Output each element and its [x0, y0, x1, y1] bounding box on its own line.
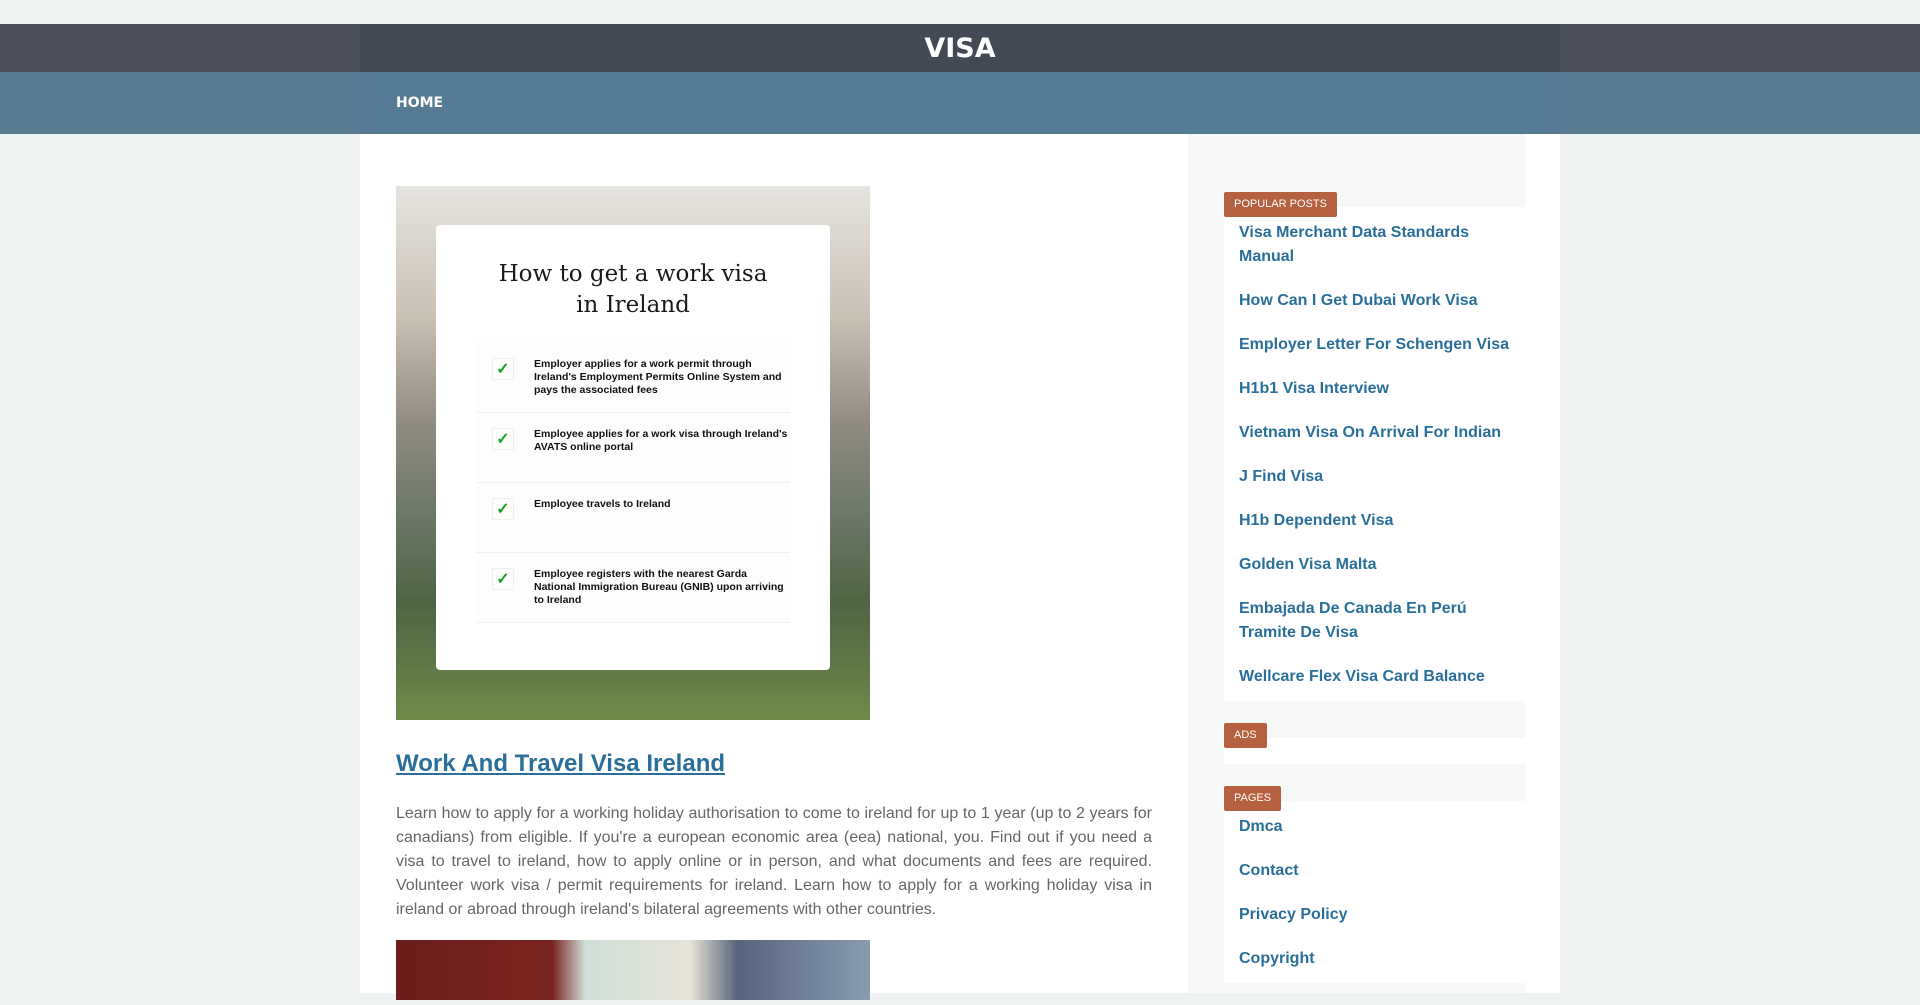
pages-link[interactable]: Dmca: [1239, 818, 1283, 835]
popular-link[interactable]: Golden Visa Malta: [1239, 556, 1377, 573]
pages-widget: [1224, 801, 1534, 983]
infographic-step: [476, 413, 790, 483]
pages-link[interactable]: Contact: [1239, 862, 1299, 879]
site-title[interactable]: VISA: [924, 32, 996, 64]
ads-section: [1224, 723, 1534, 764]
popular-link[interactable]: How Can I Get Dubai Work Visa: [1239, 292, 1478, 309]
ads-label: ADS: [1224, 723, 1267, 748]
checkmark-icon: ✓: [492, 428, 514, 450]
step-text: Employee registers with the nearest Garda National Immigration Bureau (GNIB) upon arriving to Ireland: [534, 568, 784, 606]
popular-link[interactable]: Embajada De Canada En Perú Tramite De Visa: [1239, 600, 1467, 641]
popular-posts-label: POPULAR POSTS: [1224, 192, 1337, 217]
pages-link[interactable]: Copyright: [1239, 950, 1315, 967]
post-title-link[interactable]: Work And Travel Visa Ireland: [396, 750, 726, 777]
infographic-step: [476, 483, 790, 553]
popular-link[interactable]: Wellcare Flex Visa Card Balance: [1239, 668, 1485, 685]
pages-link[interactable]: Privacy Policy: [1239, 906, 1348, 923]
popular-link[interactable]: H1b1 Visa Interview: [1239, 380, 1389, 397]
post-image-2[interactable]: [396, 940, 870, 1000]
main-nav: [0, 72, 1920, 134]
post-excerpt: Learn how to apply for a working holiday authorisation to come to ireland for up to 1 year (up to 2 years for canadians) from eligible. If you're a european economic area (eea) national, you. Find out if you need a visa to travel to ireland, how to apply online or in person, and what documents and fees are required. Volunteer work visa / permit requirements for ireland. Learn how to apply for a working holiday visa in ireland or abroad through ireland's bilateral agreements with other countries.: [396, 805, 1152, 918]
site-header: [0, 24, 1920, 72]
sidebar-widgets: [1224, 192, 1534, 1005]
step-text: Employee travels to Ireland: [534, 498, 671, 510]
popular-link[interactable]: J Find Visa: [1239, 468, 1324, 485]
checkmark-icon: ✓: [492, 498, 514, 520]
infographic-step: [476, 553, 790, 623]
ads-widget: [1224, 738, 1534, 764]
checkmark-icon: ✓: [492, 358, 514, 380]
popular-link[interactable]: Visa Merchant Data Standards Manual: [1239, 224, 1470, 265]
popular-link[interactable]: H1b Dependent Visa: [1239, 512, 1394, 529]
checkmark-icon: ✓: [492, 568, 514, 590]
post-image[interactable]: [396, 186, 870, 720]
popular-posts-widget: [1224, 207, 1534, 701]
infographic-step: [476, 343, 790, 413]
popular-posts-section: [1224, 192, 1534, 701]
nav-home[interactable]: HOME: [396, 95, 444, 111]
pages-section: [1224, 786, 1534, 983]
step-text: Employer applies for a work permit through Ireland's Employment Permits Online System and pays the associated fees: [534, 358, 782, 396]
infographic-heading: How to get a work visa in Ireland: [498, 261, 768, 318]
pages-label: PAGES: [1224, 786, 1281, 811]
infographic-card: [436, 225, 830, 670]
step-text: Employee applies for a work visa through Ireland's AVATS online portal: [534, 428, 788, 453]
popular-link[interactable]: Employer Letter For Schengen Visa: [1239, 336, 1510, 353]
popular-link[interactable]: Vietnam Visa On Arrival For Indian: [1239, 424, 1502, 441]
